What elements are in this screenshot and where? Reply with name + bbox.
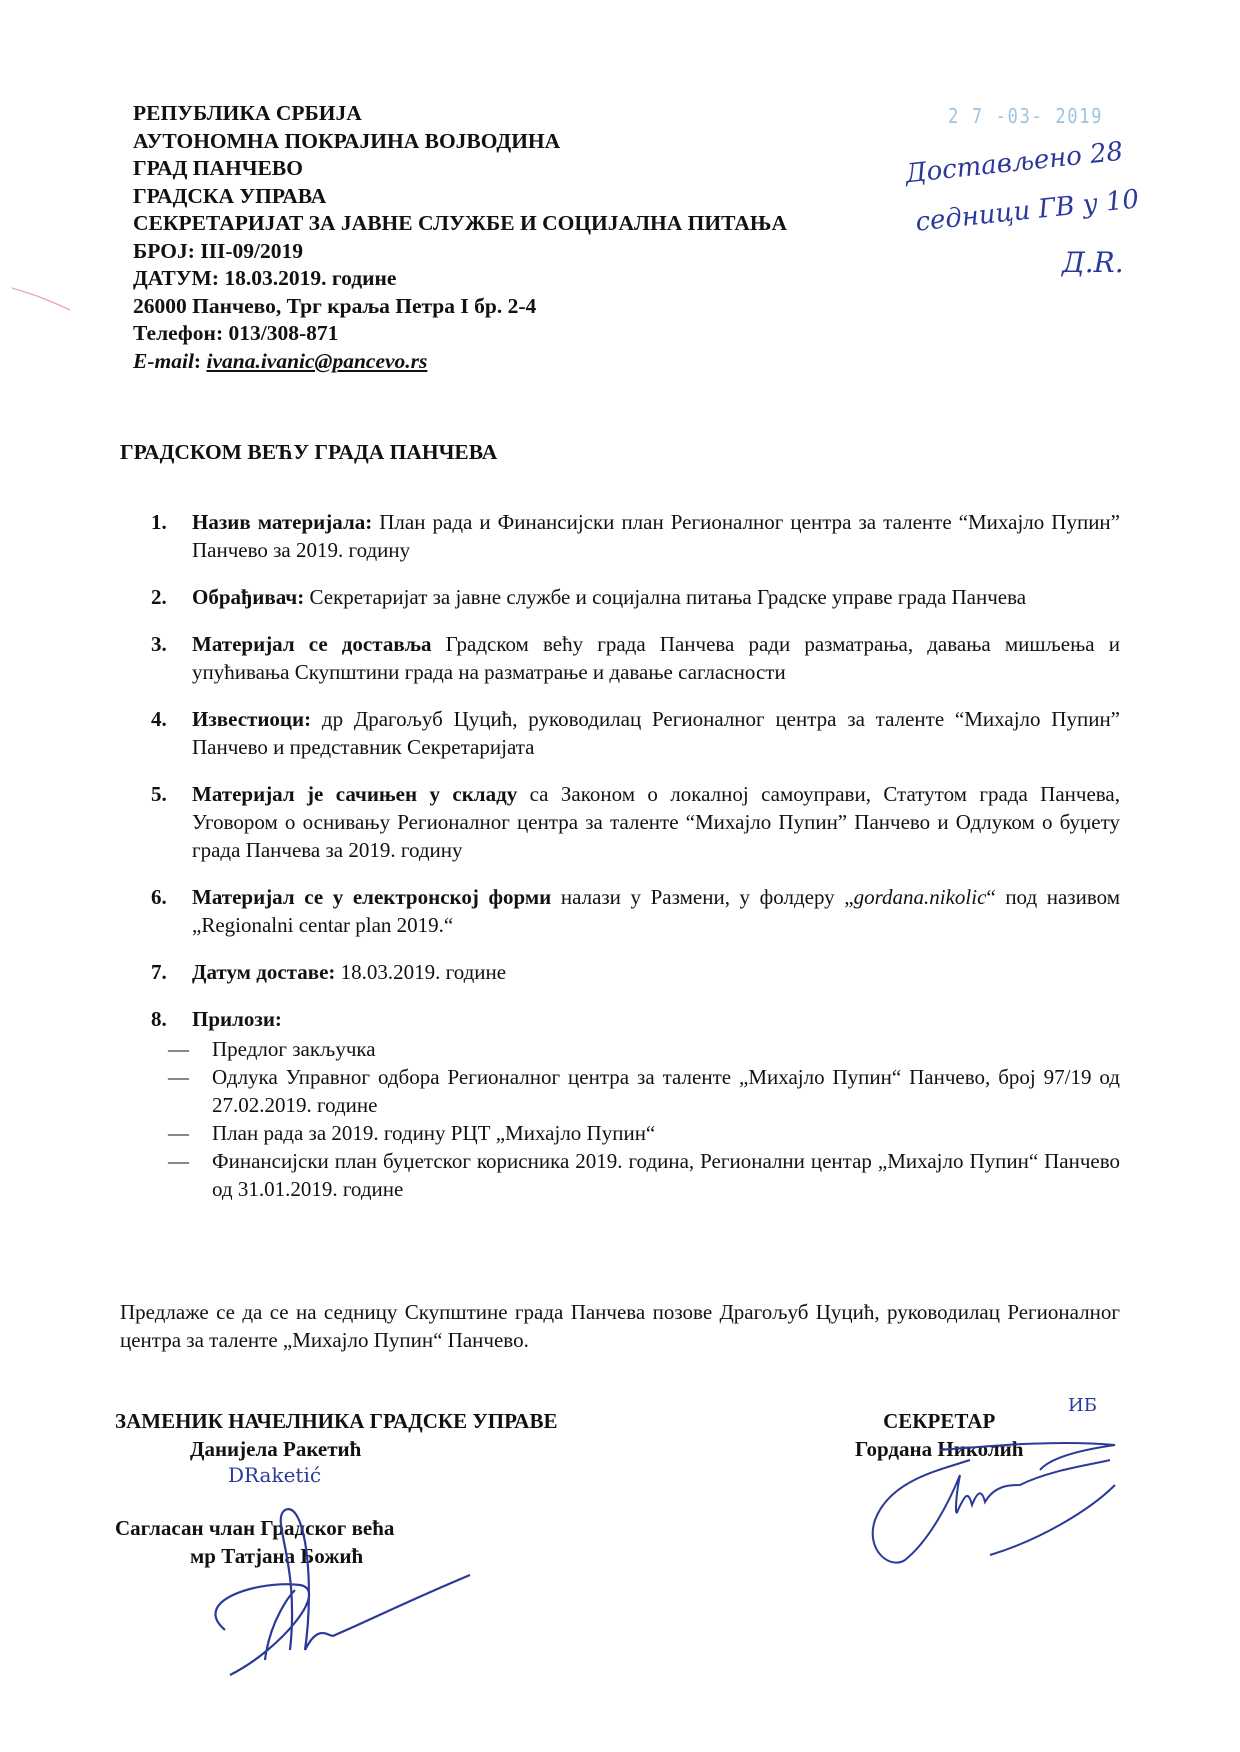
letterhead-line-number: БРОЈ: III-09/2019 (133, 238, 303, 263)
red-ink-mark (0, 280, 80, 320)
item-number: 2. (151, 585, 167, 609)
item-label: Назив материјала: (192, 510, 373, 534)
item-text: План рада и Финансијски план Регионалног центра за таленте “Михајло Пупин” Панчево за 2019. годину (192, 510, 1120, 562)
email-label: E-mail (133, 348, 194, 373)
council-member-block (115, 1514, 394, 1570)
council-member-name: мр Татјана Божић (190, 1544, 364, 1568)
item-label: Материјал се у електронској форми (192, 885, 552, 909)
attachment-text: Финансијски план буџетског корисника 2019. година, Регионални центар „Михајло Пупин“ Панчево од 31.01.2019. године (212, 1149, 1120, 1201)
list-item (140, 705, 1120, 761)
addressee: ГРАДСКОМ ВЕЋУ ГРАДА ПАНЧЕВА (120, 440, 498, 464)
list-item (140, 1005, 1120, 1203)
list-item (140, 583, 1120, 611)
deputy-title: ЗАМЕНИК НАЧЕЛНИКА ГРАДСКЕ УПРАВЕ (115, 1409, 558, 1433)
attachment-text: Одлука Управног одбора Регионалног центра за таленте „Михајло Пупин“ Панчево, број 97/19 од 27.02.2019. године (212, 1065, 1120, 1117)
attachments-list (140, 1035, 1120, 1203)
item-text: са Законом о локалној самоуправи, Статутом града Панчева, Уговором о оснивању Регионалног центра за таленте “Михајло Пупин” Панчево и Одлуком о буџету града Панчева за 2019. годину (192, 782, 1121, 862)
list-item (140, 883, 1120, 939)
item-text: др Драгољуб Цуцић, руководилац Регионалног центра за таленте “Михајло Пупин” Панчево и представник Секретаријата (192, 707, 1120, 759)
letterhead-line-city: ГРАД ПАНЧЕВО (133, 156, 303, 180)
list-item (140, 630, 1120, 686)
list-item (140, 780, 1120, 864)
item-label: Прилози: (192, 1007, 282, 1031)
item-number: 1. (151, 510, 167, 534)
closing-paragraph: Предлаже се да се на седницу Скупштине града Панчева позове Драгољуб Цуцић, руководилац Регионалног центра за таленте „Михајло Пупин“ Панчево. (120, 1300, 1120, 1352)
item-label: Известиоци: (192, 707, 312, 731)
handwritten-note-line-2: седници ГВ у 10 (914, 184, 1141, 238)
deputy-name: Данијела Ракетић (190, 1437, 362, 1461)
item-text: 18.03.2019. године (335, 960, 507, 984)
item-label: Обрађивач: (192, 585, 305, 609)
item-text: Секретаријат за јавне службе и социјална питања Градске управе града Панчева (304, 585, 1027, 609)
letterhead-line-email (133, 348, 787, 376)
item-number: 6. (151, 885, 167, 909)
attachment-item (168, 1063, 1120, 1119)
letterhead-line-address: 26000 Панчево, Трг краља Петра I бр. 2-4 (133, 293, 537, 318)
item-text: Градском већу града Панчева ради разматрања, давања мишљења и упућивања Скупштини града на разматрање и давање сагласности (192, 632, 1120, 684)
item-number: 8. (151, 1007, 167, 1031)
item-number: 5. (151, 782, 167, 806)
secretary-name: Гордана Николић (855, 1437, 1024, 1461)
list-item (140, 508, 1120, 564)
dash-bullet: — (168, 1149, 189, 1173)
attachment-item (168, 1035, 1120, 1063)
received-date-stamp: 2 7 -03- 2019 (948, 104, 1104, 128)
secretary-title: СЕКРЕТАР (883, 1409, 996, 1433)
item-number: 7. (151, 960, 167, 984)
letterhead-line-secretariat: СЕКРЕТАРИЈАТ ЗА ЈАВНЕ СЛУЖБЕ И СОЦИЈАЛНА ПИТАЊА (133, 211, 787, 235)
letterhead-line-administration: ГРАДСКА УПРАВА (133, 183, 327, 208)
email-separator: : (193, 348, 207, 373)
ink-stroke (12, 288, 70, 310)
handwritten-note-line-3: Д.R. (1062, 246, 1124, 279)
attachment-text: План рада за 2019. годину РЦТ „Михајло Пупин“ (212, 1121, 656, 1145)
letterhead-line-province: АУТОНОМНА ПОКРАЈИНА ВОЈВОДИНА (133, 128, 561, 153)
attachment-text: Предлог закључка (212, 1037, 376, 1061)
dash-bullet: — (168, 1121, 189, 1145)
item-text-after: “ под називом „Regionalni centar plan 2019.“ (192, 885, 1120, 937)
letterhead-line-phone: Телефон: 013/308-871 (133, 321, 339, 345)
item-text: налази у Размени, у фолдеру „ (551, 885, 854, 909)
letterhead-line-country: РЕПУБЛИКА СРБИЈА (133, 101, 362, 125)
deputy-signature-block (115, 1407, 557, 1463)
folder-name: gordana.nikolic (853, 885, 987, 909)
email-link[interactable]: ivana.ivanic@pancevo.rs (206, 348, 428, 373)
item-label: Датум доставе: (192, 960, 336, 984)
deputy-handwritten-signature: DRaketić (228, 1463, 322, 1487)
dash-bullet: — (168, 1065, 189, 1089)
attachment-item (168, 1119, 1120, 1147)
item-label: Материјал се доставља (192, 632, 432, 656)
council-title: Сагласан члан Градског већа (115, 1516, 395, 1540)
handwritten-note-line-1: Достављено 28 (904, 136, 1125, 190)
list-item (140, 958, 1120, 986)
item-number: 3. (151, 632, 167, 656)
secretary-initials: ИБ (1068, 1395, 1097, 1416)
letterhead-line-date: ДАТУМ: 18.03.2019. године (133, 266, 397, 290)
secretary-signature-block (855, 1407, 1023, 1463)
dash-bullet: — (168, 1037, 189, 1061)
letterhead (133, 100, 787, 375)
item-number: 4. (151, 707, 167, 731)
attachment-item (168, 1147, 1120, 1203)
item-label: Материјал је сачињен у складу (192, 782, 518, 806)
items-list (140, 508, 1120, 1203)
